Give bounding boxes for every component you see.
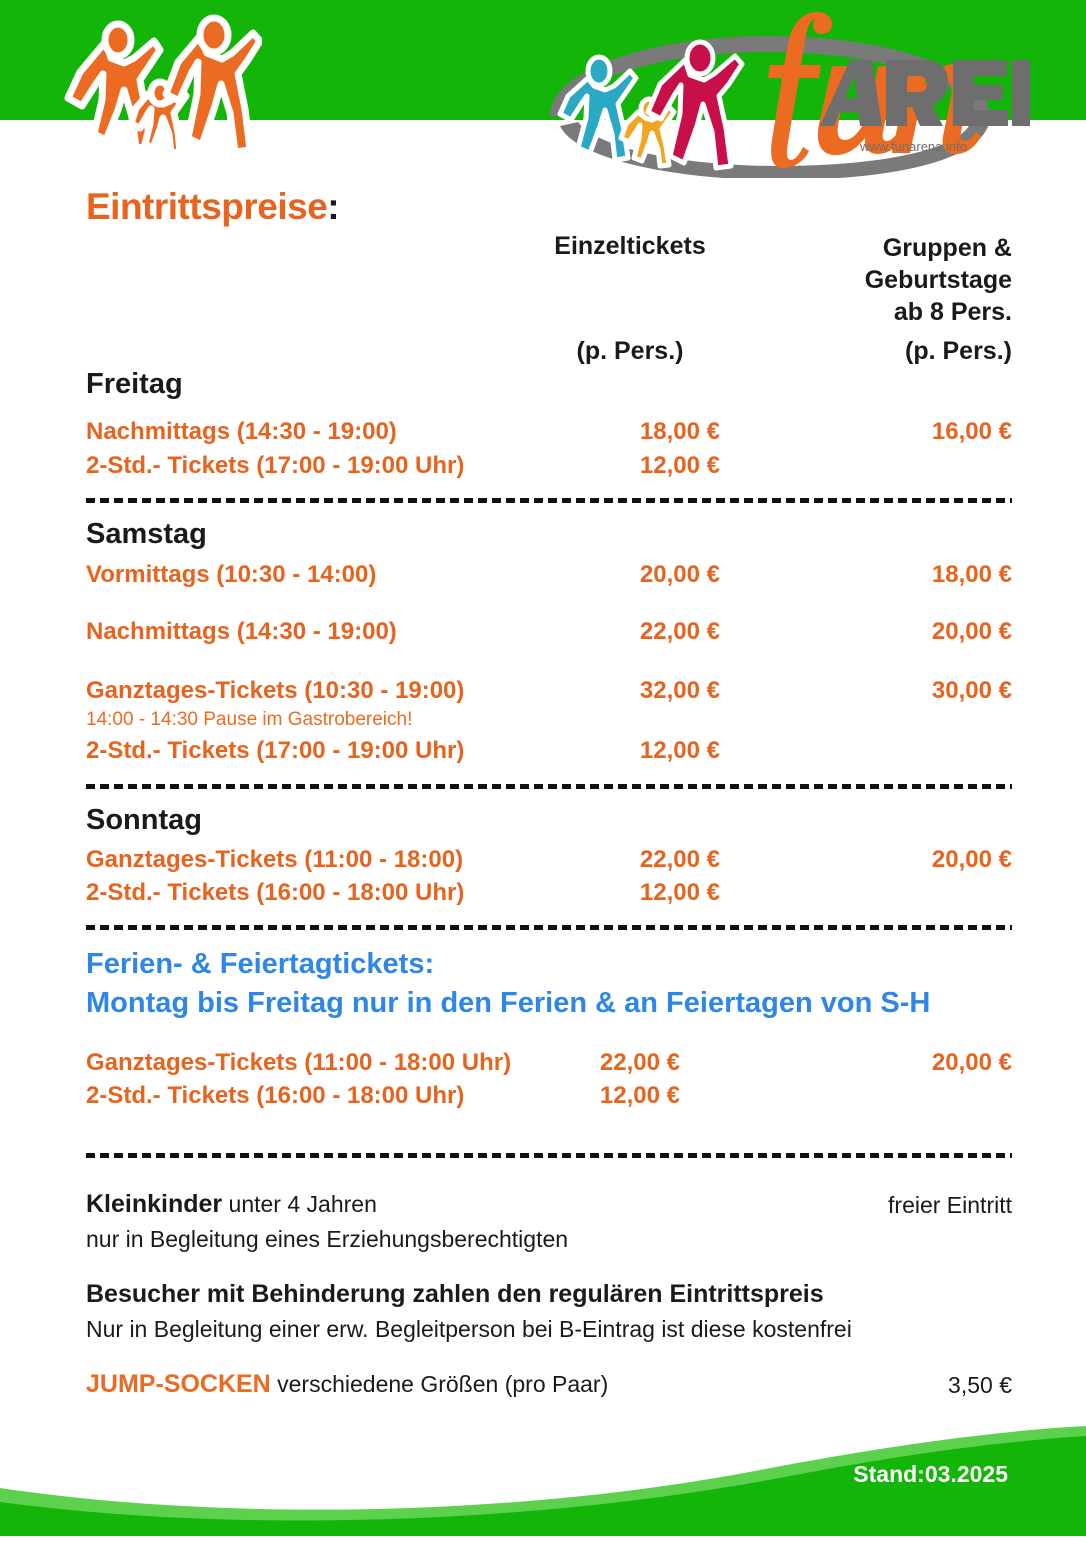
row-price-single: 32,00 € <box>639 677 720 704</box>
row-price-single: 12,00 € <box>599 1082 680 1109</box>
column-header-einzeltickets: Einzeltickets <box>554 232 706 260</box>
kleinkinder-bold: Kleinkinder <box>86 1190 223 1218</box>
section-divider <box>86 925 1012 930</box>
row-price-group: 18,00 € <box>931 561 1012 588</box>
behinderung-heading: Besucher mit Behinderung zahlen den regulären Eintrittspreis <box>86 1280 824 1308</box>
page-title <box>86 186 339 228</box>
stand-date: Stand:03.2025 <box>853 1461 1008 1487</box>
row-price-single: 12,00 € <box>639 879 720 906</box>
row-label: Nachmittags (14:30 - 19:00) <box>86 418 397 445</box>
section-divider <box>86 498 1012 503</box>
table-row <box>0 677 1086 711</box>
table-row <box>0 1082 1086 1116</box>
row-price-group: 20,00 € <box>931 1049 1012 1076</box>
jump-socken-price: 3,50 € <box>948 1372 1012 1398</box>
row-price-single: 22,00 € <box>599 1049 680 1076</box>
day-heading-samstag: Samstag <box>86 518 207 550</box>
gastro-pause-note: 14:00 - 14:30 Pause im Gastrobereich! <box>86 709 413 730</box>
section-divider <box>86 1153 1012 1158</box>
table-row <box>0 1049 1086 1083</box>
row-label: Ganztages-Tickets (11:00 - 18:00) <box>86 846 464 873</box>
day-heading-sonntag: Sonntag <box>86 804 202 836</box>
row-price-single: 12,00 € <box>639 452 720 479</box>
row-label: Vormittags (10:30 - 14:00) <box>86 561 377 588</box>
column-header-gruppen-line1: Gruppen & <box>882 234 1012 262</box>
footer-wave <box>0 1396 1086 1536</box>
table-row <box>0 846 1086 880</box>
row-label: Ganztages-Tickets (11:00 - 18:00 Uhr) <box>86 1049 512 1076</box>
kleinkinder-rest: unter 4 Jahren <box>222 1191 377 1217</box>
kleinkinder-price: freier Eintritt <box>888 1192 1012 1218</box>
table-row <box>0 879 1086 913</box>
table-row <box>0 561 1086 595</box>
row-label: Nachmittags (14:30 - 19:00) <box>86 618 397 645</box>
row-label: Ganztages-Tickets (10:30 - 19:00) <box>86 677 465 704</box>
jump-socken-bold: JUMP-SOCKEN <box>86 1370 271 1398</box>
row-label: 2-Std.- Tickets (16:00 - 18:00 Uhr) <box>86 879 465 906</box>
row-price-group: 20,00 € <box>931 618 1012 645</box>
behinderung-subnote: Nur in Begleitung einer erw. Begleitperson bei B-Eintrag ist diese kostenfrei <box>86 1316 852 1342</box>
page-title-text: Eintrittspreise <box>86 186 328 227</box>
row-price-group: 30,00 € <box>931 677 1012 704</box>
jump-socken-line <box>86 1370 608 1399</box>
row-price-single: 18,00 € <box>639 418 720 445</box>
column-header-gruppen-line3: ab 8 Pers. <box>893 298 1012 326</box>
logo-url-text: www.funarena.info <box>860 139 967 154</box>
column-subheader-einzeltickets: (p. Pers.) <box>576 337 684 365</box>
table-row <box>0 618 1086 652</box>
table-row <box>0 737 1086 771</box>
row-price-single: 22,00 € <box>639 846 720 873</box>
row-price-group: 20,00 € <box>931 846 1012 873</box>
row-price-group: 16,00 € <box>931 418 1012 445</box>
table-row <box>0 452 1086 486</box>
row-price-single: 20,00 € <box>639 561 720 588</box>
funarena-logo <box>520 8 1030 178</box>
page-title-colon: : <box>327 186 340 227</box>
row-price-single: 12,00 € <box>639 737 720 764</box>
ferien-heading: Ferien- & Feiertagtickets: <box>86 948 435 980</box>
row-label: 2-Std.- Tickets (17:00 - 19:00 Uhr) <box>86 737 465 764</box>
row-price-single: 22,00 € <box>639 618 720 645</box>
jump-socken-rest: verschiedene Größen (pro Paar) <box>270 1371 609 1397</box>
kleinkinder-line <box>86 1190 377 1219</box>
kids-logo-icon <box>62 14 262 154</box>
column-headers <box>0 232 1086 365</box>
column-header-gruppen-line2: Geburtstage <box>864 266 1012 294</box>
section-divider <box>86 784 1012 789</box>
column-subheader-gruppen: (p. Pers.) <box>905 337 1012 365</box>
row-label: 2-Std.- Tickets (17:00 - 19:00 Uhr) <box>86 452 465 479</box>
table-row <box>0 418 1086 452</box>
day-heading-freitag: Freitag <box>86 368 183 400</box>
ferien-subheading: Montag bis Freitag nur in den Ferien & an Feiertagen von S-H <box>86 987 931 1019</box>
row-label: 2-Std.- Tickets (16:00 - 18:00 Uhr) <box>86 1082 465 1109</box>
column-header-gruppen <box>690 232 1012 328</box>
kleinkinder-subnote: nur in Begleitung eines Erziehungsberechtigten <box>86 1226 569 1252</box>
